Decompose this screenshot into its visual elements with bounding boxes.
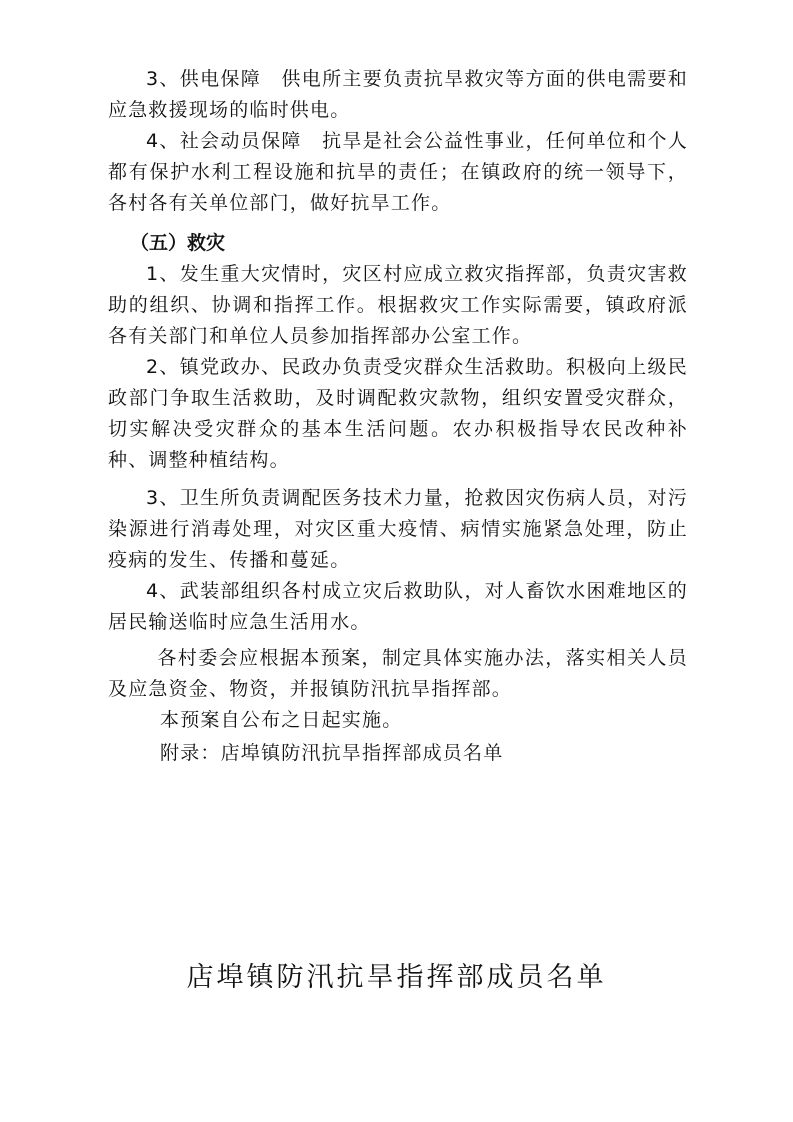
- paragraph-social-mobilization: 4、社会动员保障 抗旱是社会公益性事业，任何单位和个人都有保护水利工程设施和抗旱的责任；在镇政府的统一领导下，各村各有关单位部门，做好抗旱工作。: [108, 130, 688, 214]
- relief-paragraph-4: 4、武装部组织各村成立灾后救助队，对人畜饮水困难地区的居民输送临时应急生活用水。: [108, 580, 688, 633]
- effective-statement: 本预案自公布之日起实施。: [160, 709, 403, 731]
- member-list-title: 店埠镇防汛抗旱指挥部成员名单: [186, 962, 607, 993]
- relief-paragraph-3: 3、卫生所负责调配医务技术力量，抢救因灾伤病人员，对污染源进行消毒处理，对灾区重大疫情、病情实施紧急处理，防止疫病的发生、传播和蔓延。: [108, 487, 688, 571]
- closing-paragraph: 各村委会应根据本预案，制定具体实施办法，落实相关人员及应急资金、物资，并报镇防汛抗旱指挥部。: [108, 647, 688, 700]
- relief-paragraph-1: 1、发生重大灾情时，灾区村应成立救灾指挥部，负责灾害救助的组织、协调和指挥工作。根据救灾工作实际需要，镇政府派各有关部门和单位人员参加指挥部办公室工作。: [108, 263, 688, 347]
- appendix-note: 附录：店埠镇防汛抗旱指挥部成员名单: [160, 742, 504, 764]
- section-heading-disaster-relief: （五）救灾: [130, 232, 226, 254]
- paragraph-power-supply: 3、供电保障 供电所主要负责抗旱救灾等方面的供电需要和应急救援现场的临时供电。: [108, 68, 688, 121]
- relief-paragraph-2: 2、镇党政办、民政办负责受灾群众生活救助。积极向上级民政部门争取生活救助，及时调配救灾款物，组织安置受灾群众，切实解决受灾群众的基本生活问题。农办积极指导农民改种补种、调整种植结构。: [108, 356, 688, 471]
